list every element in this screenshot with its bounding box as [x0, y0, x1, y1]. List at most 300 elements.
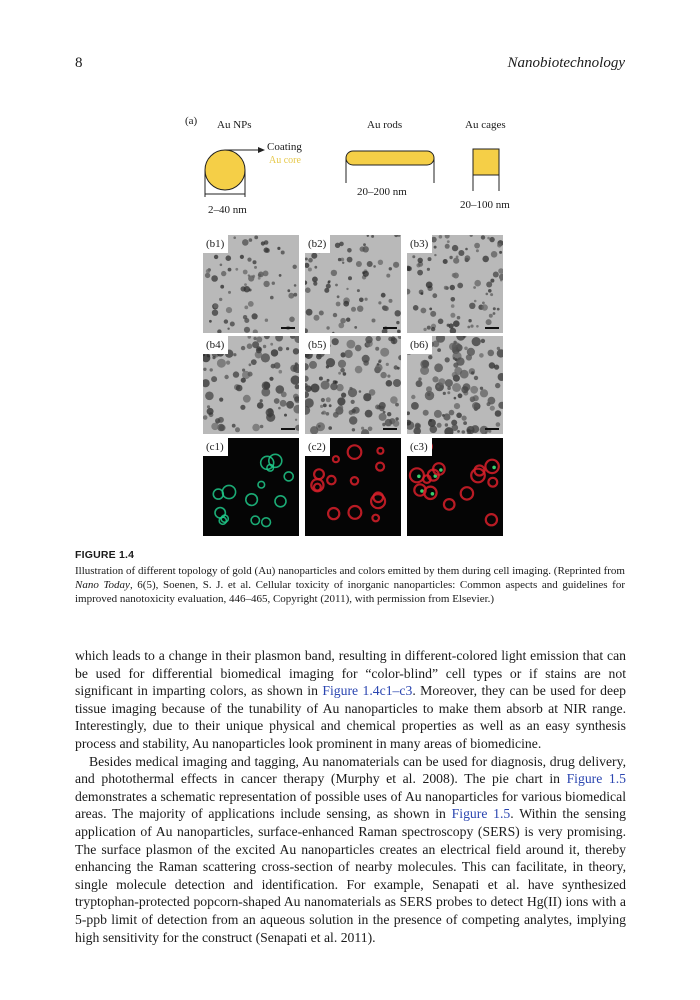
particle [272, 282, 275, 285]
particle [269, 377, 273, 381]
cell [258, 481, 265, 488]
particle [340, 318, 346, 324]
particle [278, 407, 281, 410]
particle [311, 384, 320, 393]
particle [445, 244, 450, 249]
particle [248, 275, 254, 281]
particle [497, 243, 502, 248]
particle [386, 274, 390, 278]
particle [452, 383, 461, 392]
particle [453, 375, 459, 381]
green-spot [492, 466, 496, 470]
particle [411, 395, 415, 399]
particle [355, 366, 363, 374]
particle [422, 360, 429, 367]
particle [351, 307, 356, 312]
particle [359, 390, 362, 393]
particle [306, 309, 313, 316]
particle [460, 370, 469, 379]
particle [407, 411, 410, 415]
particle [347, 248, 352, 253]
particle [319, 311, 324, 316]
particle [498, 402, 503, 409]
part-a-label: (a) [185, 115, 198, 127]
particle [489, 237, 494, 242]
particle [243, 270, 248, 275]
particle [346, 288, 348, 290]
particle [391, 338, 398, 345]
caption-text: Illustration of different topology of gold (Au) nanoparticles and colors emitted by them during cell imaging. (Reprinted from [75, 565, 625, 577]
particle [449, 410, 455, 416]
particle [457, 316, 461, 320]
paragraph-text: . Within the sensing application of Au nanoparticles, surface-enhanced Raman spectroscopy (SERS) is very promising. The surface plasmon of the excited Au nanoparticles creates an electrical field around it, thereby enhancing the Raman scattering cross-section of nearby molecules. This can facilitate, in theory, single molecule detection and identification. For example, Senapati et al. have synthesized tryptophan-protected popcorn-shaped Au nanomaterials as SERS probes to detect Hg(II) ions with a 5-ppb limit of detection from an aqueous solution in the presence of competing analytes, implying high sensitivity for the construct (Senapati et al. 2011). [75, 806, 626, 945]
particle [470, 386, 478, 394]
particle [335, 284, 338, 287]
scale-bar [281, 428, 295, 430]
particle [351, 409, 355, 413]
particle [470, 399, 473, 402]
particle [206, 269, 210, 273]
page-number: 8 [75, 55, 83, 71]
particle [330, 383, 337, 390]
particle [398, 355, 401, 360]
particle [312, 277, 318, 283]
particle [253, 329, 258, 333]
particle [415, 423, 420, 428]
green-spot [417, 475, 421, 479]
particle [383, 306, 388, 311]
particle [270, 343, 273, 346]
particle [347, 340, 356, 349]
cell [349, 506, 362, 519]
particle [421, 292, 424, 295]
tem-panel [305, 235, 401, 333]
particle [454, 403, 460, 409]
particle [421, 308, 427, 314]
particle [226, 255, 232, 261]
particle [480, 389, 488, 397]
particle [462, 416, 467, 421]
particle [427, 393, 430, 396]
particle [211, 376, 217, 382]
particle [361, 429, 369, 434]
particle [479, 353, 484, 358]
particle [429, 308, 432, 311]
body-text [75, 647, 626, 946]
particle [244, 306, 248, 310]
particle [279, 274, 282, 277]
particle [361, 427, 364, 430]
particle [389, 299, 393, 303]
particle [254, 236, 258, 240]
particle [326, 358, 335, 367]
particle [474, 280, 481, 287]
particle [378, 260, 383, 265]
particle [263, 271, 269, 277]
particle [338, 405, 343, 410]
cell [284, 472, 293, 481]
particle [252, 424, 260, 432]
particle [348, 276, 352, 280]
particle [381, 293, 386, 298]
particle [274, 362, 281, 369]
particle [277, 247, 280, 250]
cell [314, 484, 321, 491]
particle [433, 341, 440, 348]
particle [482, 302, 485, 305]
particle [464, 347, 468, 351]
particle [426, 282, 433, 289]
particle [305, 328, 308, 333]
particle [211, 423, 218, 430]
cell [328, 508, 339, 519]
particle [431, 327, 435, 331]
particle [452, 273, 456, 277]
particle [482, 256, 489, 263]
particle [233, 371, 239, 377]
particle [487, 237, 490, 240]
particle [240, 405, 245, 410]
particle [221, 271, 226, 276]
particle [461, 386, 468, 393]
particle [305, 258, 308, 261]
particle [254, 266, 257, 269]
particle [240, 255, 244, 259]
particle [352, 428, 355, 431]
particle [235, 268, 238, 271]
particle [453, 357, 456, 360]
particle [472, 337, 481, 346]
particle [439, 235, 443, 239]
figure-schematic [185, 115, 525, 225]
particle [445, 379, 453, 387]
particle [308, 258, 313, 263]
particle [495, 410, 502, 417]
particle [247, 258, 251, 262]
particle [340, 368, 345, 373]
particle [458, 250, 464, 256]
particle [427, 326, 431, 330]
particle [486, 319, 492, 325]
particle [275, 336, 283, 342]
particle [445, 235, 450, 239]
particle [493, 272, 499, 278]
particle [249, 363, 252, 366]
np-title: Au NPs [217, 119, 252, 131]
particle [263, 281, 269, 287]
particle [450, 313, 455, 318]
cell [488, 478, 497, 487]
particle [295, 425, 299, 431]
particle [293, 293, 297, 297]
particle [389, 267, 392, 270]
particle [355, 345, 362, 352]
particle [293, 265, 297, 269]
particle [207, 408, 214, 415]
particle [462, 430, 466, 434]
green-spot [431, 492, 435, 496]
particle [281, 251, 285, 255]
particle [347, 257, 353, 263]
particle [395, 403, 399, 407]
particle [205, 273, 210, 278]
particle [411, 402, 419, 410]
particle [337, 397, 345, 405]
particle [379, 406, 385, 412]
journal-name: Nano Today [75, 579, 130, 591]
particle [363, 393, 371, 401]
particle [412, 255, 415, 258]
particle [253, 337, 256, 340]
panel-label: (c3) [407, 438, 432, 456]
particle [481, 235, 485, 239]
figure-link[interactable]: Figure 1.5 [451, 806, 511, 822]
particle [261, 353, 270, 362]
particle [397, 330, 401, 333]
particle [224, 375, 228, 379]
particle [253, 260, 257, 264]
particle [329, 404, 332, 407]
particle [451, 304, 455, 308]
particle [295, 384, 299, 389]
particle [445, 423, 448, 426]
particle [326, 397, 331, 402]
cell [376, 463, 384, 471]
particle [488, 350, 495, 357]
particle [385, 419, 392, 426]
cell [262, 518, 271, 527]
particle [394, 365, 398, 369]
cell [269, 454, 282, 467]
particle [235, 427, 240, 432]
particle [228, 291, 231, 294]
particle [233, 236, 236, 239]
particle [430, 426, 438, 434]
particle [438, 319, 444, 325]
particle [322, 411, 326, 415]
particle [281, 392, 287, 398]
particle [443, 259, 448, 264]
au-sphere [205, 150, 245, 190]
particle [416, 380, 423, 387]
particle [418, 377, 421, 380]
particle [367, 235, 369, 237]
particle [233, 353, 236, 356]
particle [289, 317, 295, 323]
particle [491, 251, 498, 258]
particle [328, 281, 331, 284]
particle [263, 345, 266, 348]
particle [458, 393, 463, 398]
particle [394, 235, 398, 237]
particle [314, 315, 320, 321]
particle [288, 293, 294, 299]
particle [474, 243, 480, 249]
particle [447, 391, 450, 394]
tem-panel [203, 336, 299, 434]
particle [438, 378, 445, 385]
particle [445, 357, 450, 362]
particle [486, 293, 489, 296]
particle [247, 343, 253, 349]
particle [393, 379, 401, 387]
cell [486, 514, 497, 525]
particle [470, 325, 473, 328]
particle [263, 382, 270, 389]
particle [214, 255, 218, 259]
paragraph-text: Besides medical imaging and tagging, Au nanomaterials can be used for diagnosis, drug delivery, and photothermal effects in cancer therapy (Murphy et al. 2008). The pie chart in [75, 753, 626, 787]
particle [203, 368, 206, 371]
coating-label: Coating [267, 141, 302, 153]
particle [248, 301, 254, 307]
particle [203, 379, 210, 387]
particle [264, 247, 269, 252]
tem-panel [407, 336, 503, 434]
particle [338, 258, 341, 261]
particle [230, 322, 235, 327]
particle [467, 326, 470, 329]
particle [328, 426, 332, 430]
rods-size-label: 20–200 nm [357, 186, 407, 198]
particle [338, 372, 341, 375]
particle [363, 271, 369, 277]
particle [398, 336, 401, 339]
particle [220, 285, 224, 289]
tem-panel [203, 235, 299, 333]
particle [318, 425, 321, 428]
particle [387, 412, 391, 416]
particle [209, 320, 212, 323]
particle [252, 313, 258, 319]
particle [418, 258, 423, 263]
particle [278, 347, 283, 352]
paragraph-text: demonstrates a schematic representation of possible uses of Au nanoparticles for various biomedical areas. The majority of applications include sensing, as shown in [75, 788, 626, 822]
particle [476, 325, 479, 328]
figure-link[interactable]: Figure 1.5 [566, 771, 626, 787]
particle [482, 304, 488, 310]
particle [472, 402, 480, 410]
particle [284, 414, 287, 417]
particle [499, 251, 502, 254]
cell [372, 515, 379, 522]
particle [261, 241, 265, 245]
cell [246, 494, 258, 506]
particle [490, 293, 493, 296]
particle [354, 326, 357, 329]
scale-bar [485, 327, 499, 329]
particle [212, 310, 218, 316]
particle [453, 320, 460, 327]
particle [294, 284, 297, 287]
particle [248, 336, 252, 339]
particle [363, 246, 369, 252]
particle [346, 318, 350, 322]
figure-link[interactable]: Figure 1.4c1–c3 [322, 683, 413, 699]
particle [386, 363, 389, 366]
particle [271, 349, 278, 356]
particle [476, 249, 479, 252]
particle [450, 328, 456, 333]
particle [232, 424, 236, 428]
particle [432, 376, 438, 382]
particle [437, 348, 441, 352]
cages-size-label: 20–100 nm [460, 199, 510, 211]
particle [244, 283, 247, 286]
particle [265, 319, 268, 322]
particle [434, 254, 436, 256]
scale-bar [383, 327, 397, 329]
particle [332, 332, 334, 333]
cell [461, 487, 473, 499]
cell [444, 499, 455, 510]
particle [305, 376, 309, 382]
particle [390, 396, 398, 404]
particle [279, 370, 283, 374]
particle [252, 341, 259, 348]
fluorescence-panel [407, 438, 503, 536]
particle [430, 311, 436, 317]
particle [244, 327, 250, 333]
au-cage [473, 149, 499, 175]
particle [349, 387, 352, 390]
particle [324, 288, 329, 293]
particle [498, 268, 503, 274]
particle [465, 248, 468, 251]
particle [378, 360, 381, 363]
panel-label: (b3) [407, 235, 432, 253]
particle [407, 289, 410, 295]
paragraph-text: . Moreover, they can be used for deep tissue imaging because of the tunability of Au nanoparticles to make them absorb at NIR range. Interestingly, due to their unique physical and chemical properties as well as an easy synthesis process and stability, Au nanoparticles look prominent in many areas of biomedicine. [75, 683, 626, 751]
particle [242, 239, 249, 246]
particle [486, 282, 492, 288]
particle [320, 405, 323, 408]
particle [305, 287, 311, 293]
particle [365, 410, 373, 418]
particle [365, 336, 372, 343]
particle [377, 363, 380, 366]
particle [470, 427, 473, 430]
particle [386, 380, 393, 387]
particle [379, 413, 387, 421]
particle [449, 256, 452, 259]
np-size-label: 2–40 nm [208, 204, 247, 216]
caption-text: , 6(5), Soenen, S. J. et al. Cellular toxicity of inorganic nanoparticles: Common aspects and guidelines for improved nanotoxicity evaluation, 446–465, Copyright (2011), with permission from Elsevier.) [75, 579, 625, 605]
cell [213, 489, 223, 499]
particle [372, 319, 376, 323]
particle [293, 348, 299, 354]
particle [227, 328, 229, 330]
panel-label: (b4) [203, 336, 228, 354]
particle [428, 355, 432, 359]
particle [356, 261, 362, 267]
particle [314, 266, 317, 269]
particle [490, 279, 494, 283]
particle [326, 412, 330, 416]
particle [373, 265, 376, 268]
au-core-label: Au core [269, 155, 301, 166]
particle [449, 323, 454, 328]
particle [396, 321, 399, 324]
particle [335, 243, 340, 248]
particle [219, 298, 222, 301]
cell [410, 468, 424, 482]
panel-label: (c1) [203, 438, 228, 456]
particle [498, 373, 503, 381]
particle [488, 289, 492, 293]
scale-bar [485, 428, 499, 430]
particle [451, 297, 456, 302]
particle [213, 303, 218, 308]
